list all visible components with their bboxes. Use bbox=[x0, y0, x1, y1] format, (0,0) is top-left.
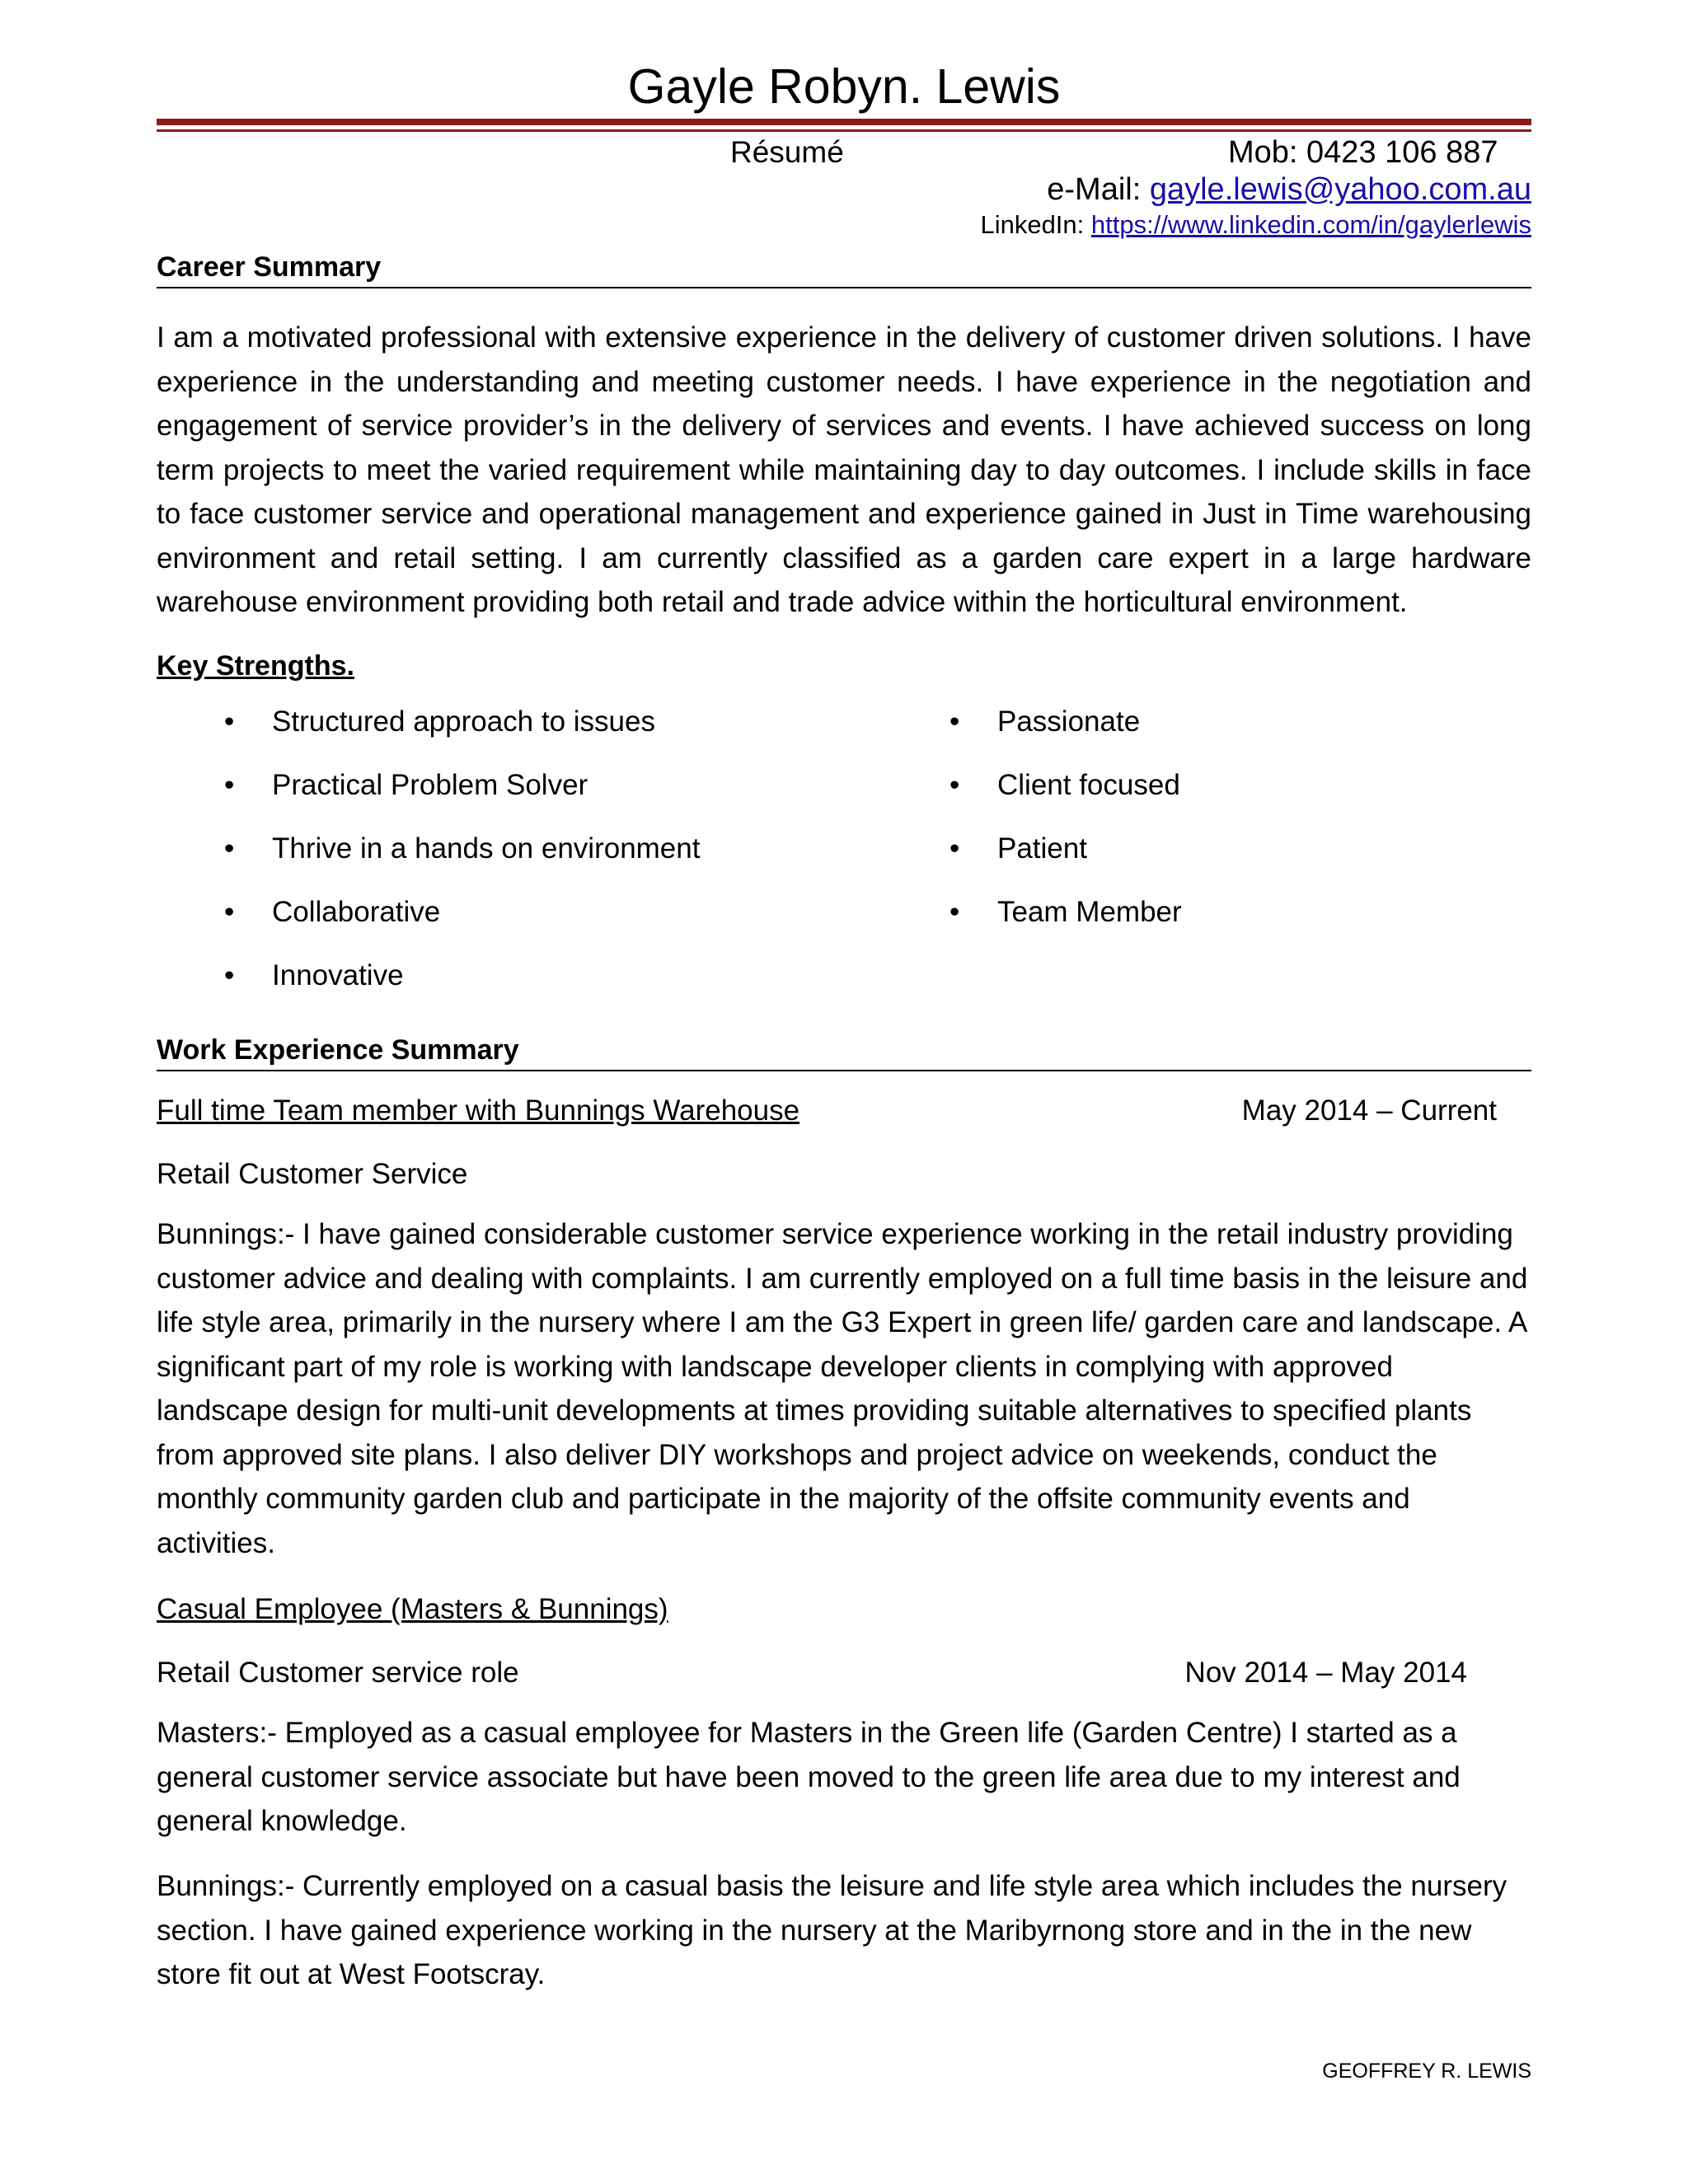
bullet-icon: • bbox=[950, 705, 960, 738]
career-summary-heading: Career Summary bbox=[157, 251, 1531, 288]
bullet-icon: • bbox=[224, 959, 235, 991]
job-title-bunnings-fulltime: Full time Team member with Bunnings Warehouse bbox=[157, 1094, 800, 1127]
mobile-number: Mob: 0423 106 887 bbox=[1228, 135, 1498, 170]
email-label: e-Mail: bbox=[1047, 172, 1150, 207]
career-summary-text: I am a motivated professional with extensive experience in the delivery of customer driven solutions. I have experience in the understanding and meeting customer needs. I have experience in the negotiation and engagement of service provider’s in the delivery of services and events. I have achieved success on long term projects to meet the varied requirement while maintaining day to day outcomes. I include skills in face to face customer service and operational management and experience gained in Just in Time warehousing environment and retail setting. I am currently classified as a garden care expert in a large hardware warehouse environment providing both retail and trade advice within the horticultural environment. bbox=[157, 321, 1531, 618]
bullet-icon: • bbox=[950, 896, 960, 928]
job-dates-bunnings-fulltime: May 2014 – Current bbox=[1241, 1094, 1497, 1127]
page-footer: GEOFFREY R. LEWIS bbox=[1322, 2060, 1531, 2083]
bullet-icon: • bbox=[950, 769, 960, 801]
document-label: Résumé bbox=[730, 135, 844, 169]
job-role-casual: Retail Customer service role bbox=[157, 1657, 519, 1689]
job-title-casual: Casual Employee (Masters & Bunnings) bbox=[157, 1593, 668, 1625]
job-description-masters: Masters:- Employed as a casual employee for Masters in the Green life (Garden Centre) I started as a general customer service associate but have been moved to the green life area due to my interest and general knowledge. bbox=[157, 1717, 1461, 1837]
linkedin-line bbox=[980, 209, 1531, 241]
candidate-name: Gayle Robyn. Lewis bbox=[627, 59, 1061, 114]
key-strengths-heading: Key Strengths. bbox=[157, 650, 354, 682]
resume-page: Gayle Robyn. Lewis Résumé Mob: 0423 106 887 e-Mail: gayle.lewis@yahoo.com.au LinkedIn: https://www.linkedin.com/in/gaylerlewis Career Summary I am a motivated professional with extensive experience in the delivery of customer driven solutions. I have experience in the understanding and meeting customer needs. I have experience in the negotiation and engagement of service provider’s in the delivery of services and events. I have achieved success on long term projects to meet the varied requirement while maintaining day to day outcomes. I include skills in face to face customer service and operational management and experience gained in Just in Time warehousing environment and retail setting. I am currently classified as a garden care expert in a large hardware warehouse environment providing both retail and trade advice within the horticultural environment. Key Strengths. • Structured approach to issues • Practical Problem Solver • Thrive in a hands on environment • Collaborative • Innovative • Passionate • Client focused • Patient • Team Member Work Experience Summary Full time Team member with Bunnings Warehouse May 2014 – Current Retail Customer Service Bunnings:- I have gained considerable customer service experience working in the retail industry providing customer advice and dealing with complaints. I am currently employed on a full time basis in the leisure and life style area, primarily in the nursery where I am the G3 Expert in green life/ garden care and landscape. A significant part of my role is working with landscape developer clients in complying with approved landscape design for multi-unit developments at times providing suitable alternatives to specified plants from approved site plans. I also deliver DIY workshops and project advice on weekends, conduct the monthly community garden club and participate in the majority of the offsite community events and activities. Casual Employee (Masters & Bunnings) Retail Customer service role Nov 2014 – May 2014 Masters:- Employed as a casual employee for Masters in the Green life (Garden Centre) I started as a general customer service associate but have been moved to the green life area due to my interest and general knowledge. Bunnings:- Currently employed on a casual basis the leisure and life style area which includes the nursery section. I have gained experience working in the nursery at the Maribyrnong store and in the in the new store fit out at West Footscray. GEOFFREY R. LEWIS bbox=[0, 0, 1688, 2184]
linkedin-label: LinkedIn: bbox=[980, 210, 1091, 239]
job-role-bunnings-fulltime: Retail Customer Service bbox=[157, 1158, 468, 1190]
job-description-bunnings-fulltime: Bunnings:- I have gained considerable customer service experience working in the retail industry providing customer advice and dealing with complaints. I am currently employed on a full time basis in the leisure and life style area, primarily in the nursery where I am the G3 Expert in green life/ garden care and landscape. A significant part of my role is working with landscape developer clients in complying with approved landscape design for multi-unit developments at times providing suitable alternatives to specified plants from approved site plans. I also deliver DIY workshops and project advice on weekends, conduct the monthly community garden club and participate in the majority of the offsite community events and activities. bbox=[157, 1218, 1528, 1559]
bullet-icon: • bbox=[224, 769, 235, 801]
job-dates-casual: Nov 2014 – May 2014 bbox=[1184, 1657, 1467, 1689]
bullet-icon: • bbox=[224, 705, 235, 738]
linkedin-link[interactable]: https://www.linkedin.com/in/gaylerlewis bbox=[1090, 210, 1531, 239]
bullet-icon: • bbox=[224, 832, 235, 865]
bullet-icon: • bbox=[224, 896, 235, 928]
bullet-icon: • bbox=[950, 832, 960, 865]
job-description-bunnings-casual: Bunnings:- Currently employed on a casual basis the leisure and life style area which includes the nursery section. I have gained experience working in the nursery at the Maribyrnong store and in the in the new store fit out at West Footscray. bbox=[157, 1870, 1507, 1990]
email-line bbox=[1047, 171, 1531, 209]
header-rule-thin bbox=[157, 129, 1531, 132]
header-rule-thick bbox=[157, 119, 1531, 125]
email-link[interactable]: gayle.lewis@yahoo.com.au bbox=[1149, 172, 1531, 207]
work-experience-heading: Work Experience Summary bbox=[157, 1033, 1531, 1071]
